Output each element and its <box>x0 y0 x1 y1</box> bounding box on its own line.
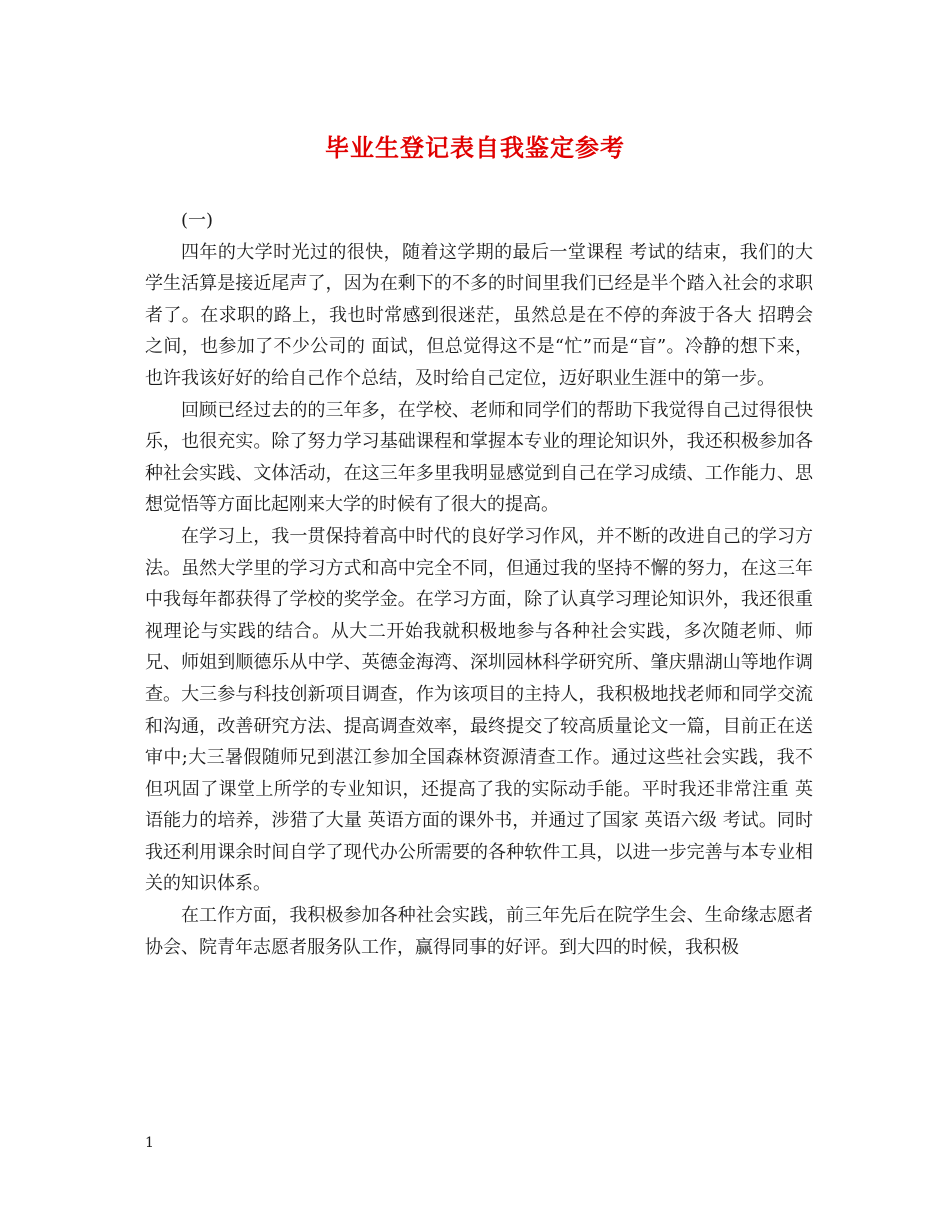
paragraph-1: 四年的大学时光过的很快，随着这学期的最后一堂课程 考试的结束，我们的大学生活算是接近尾声了，因为在剩下的不多的时间里我们已经是半个踏入社会的求职者了。在求职的路上，我也时常感到很迷茫，虽然总是在不停的奔波于各大 招聘会之间，也参加了不少公司的 面试，但总觉得这不是“忙”而是“盲”。冷静的想下来，也许我该好好的给自己作个总结，及时给自己定位，迈好职业生涯中的第一步。 <box>145 241 813 389</box>
paragraph-2: 回顾已经过去的的三年多，在学校、老师和同学们的帮助下我觉得自己过得很快乐，也很充实。除了努力学习基础课程和掌握本专业的理论知识外，我还积极参加各种社会实践、文体活动，在这三年多里我明显感觉到自己在学习成绩、工作能力、思想觉悟等方面比起刚来大学的时候有了很大的提高。 <box>145 399 813 516</box>
paragraph-3: 在学习上，我一贯保持着高中时代的良好学习作风，并不断的改进自己的学习方法。虽然大学里的学习方式和高中完全不同，但通过我的坚持不懈的努力，在这三年中我每年都获得了学校的奖学金。在学习方面，除了认真学习理论知识外，我还很重视理论与实践的结合。从大二开始我就积极地参与各种社会实践，多次随老师、师兄、师姐到顺德乐从中学、英德金海湾、深圳园林科学研究所、肇庆鼎湖山等地作调查。大三参与科技创新项目调查，作为该项目的主持人，我积极地找老师和同学交流和沟通，改善研究方法、提高调查效率，最终提交了较高质量论文一篇，目前正在送审中;大三暑假随师兄到湛江参加全国森林资源清查工作。通过这些社会实践，我不但巩固了课堂上所学的专业知识，还提高了我的实际动手能。平时我还非常注重 英语能力的培养，涉猎了大量 英语方面的课外书，并通过了国家 英语六级 考试。同时我还利用课余时间自学了现代办公所需要的各种软件工具，以进一步完善与本专业相关的知识体系。 <box>145 525 813 895</box>
document-title: 毕业生登记表自我鉴定参考 <box>325 133 625 162</box>
page-number: 1 <box>145 1135 154 1151</box>
document-body <box>145 205 813 963</box>
section-label: (一) <box>181 210 214 231</box>
paragraph-4: 在工作方面，我积极参加各种社会实践，前三年先后在院学生会、生命缘志愿者协会、院青年志愿者服务队工作，赢得同事的好评。到大四的时候，我积极 <box>145 905 813 958</box>
